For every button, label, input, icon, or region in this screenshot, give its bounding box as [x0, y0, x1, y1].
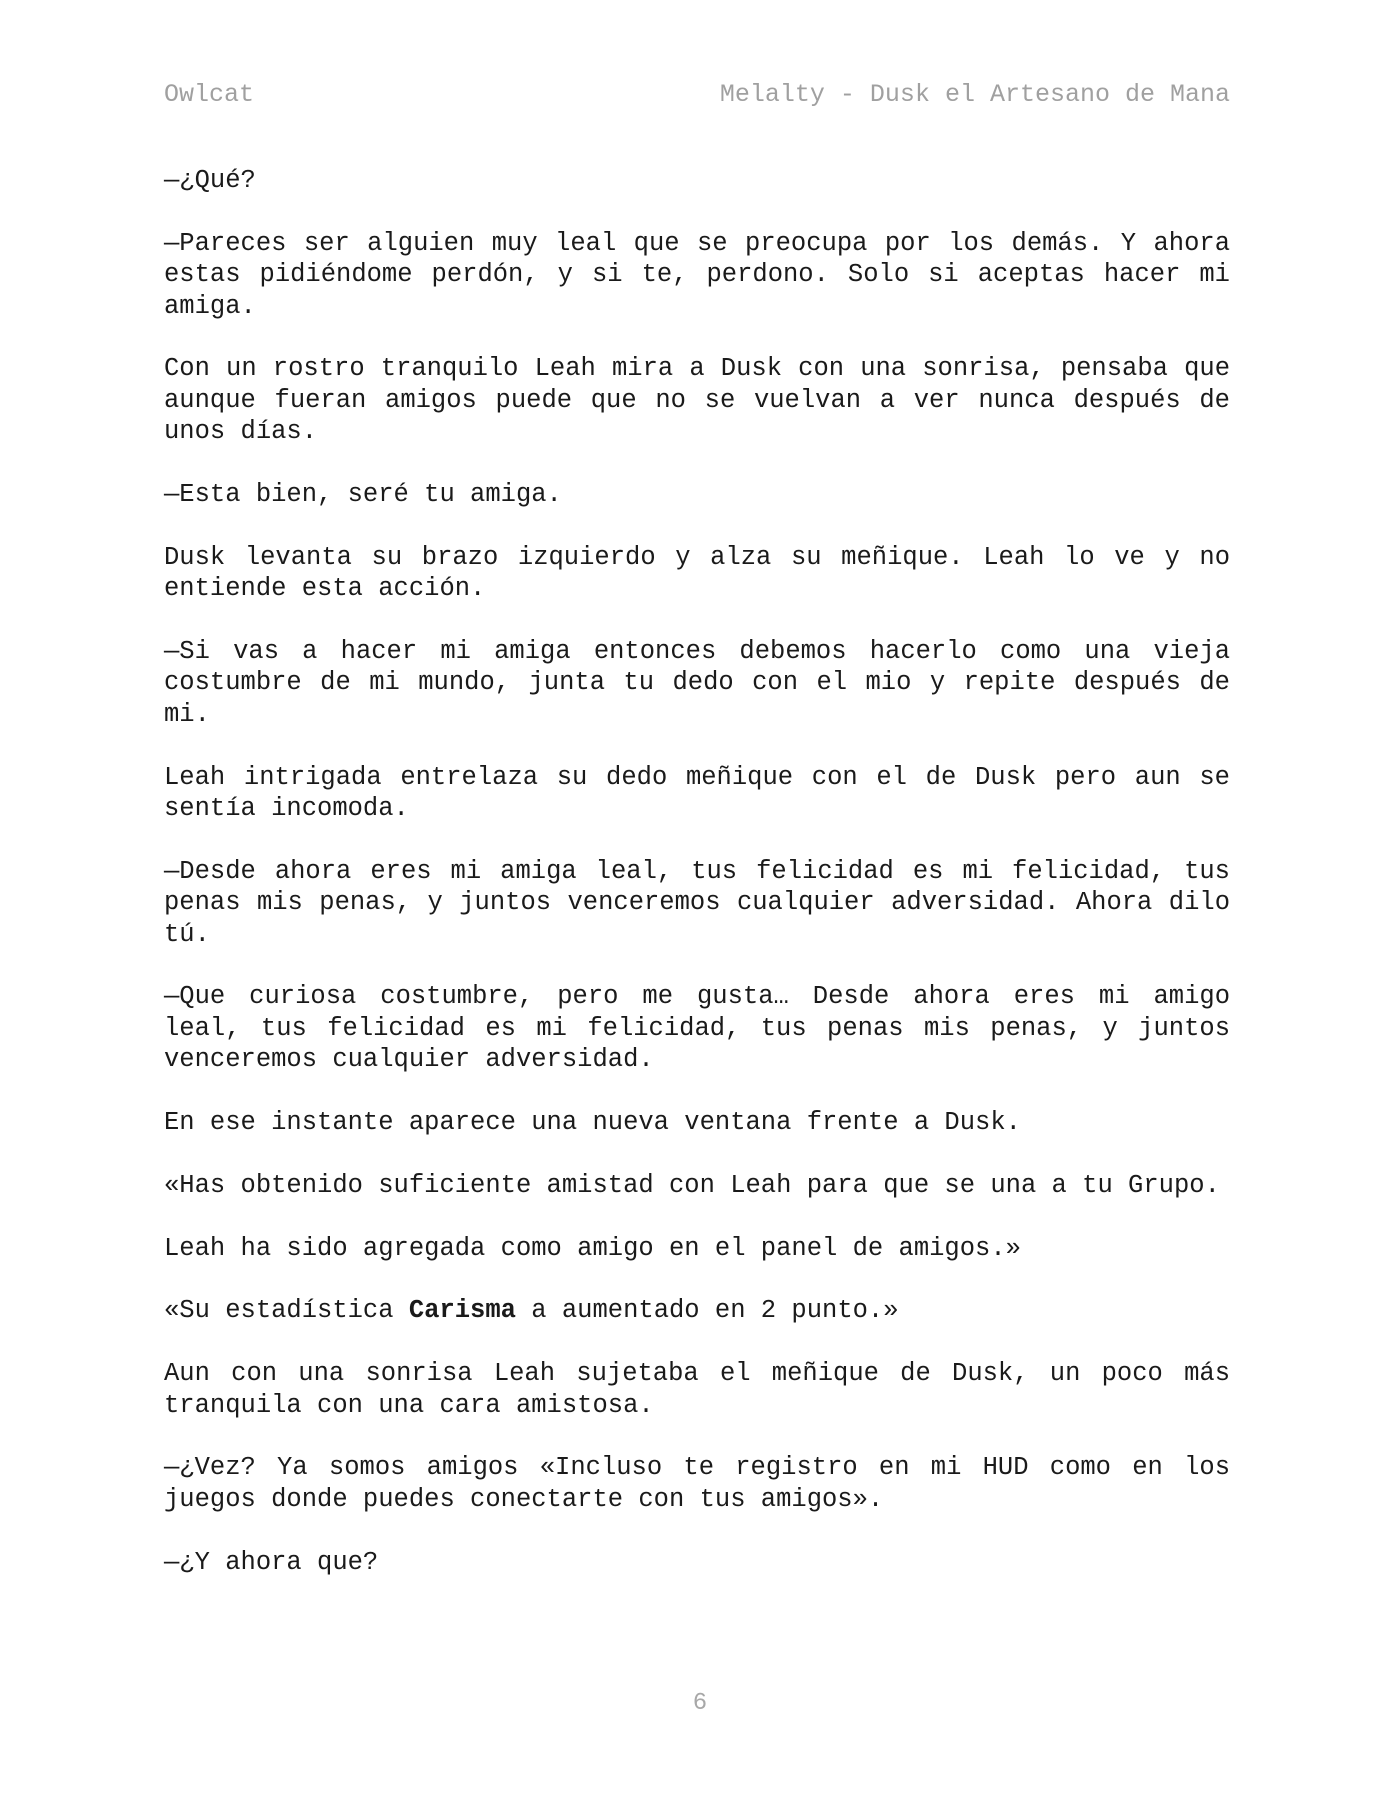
paragraph: «Has obtenido suficiente amistad con Leah para que se una a tu Grupo.: [164, 1170, 1220, 1200]
paragraph: Leah intrigada entrelaza su dedo meñique con el de Dusk pero aun se sentía incomoda.: [164, 762, 1230, 824]
header-title: Melalty - Dusk el Artesano de Mana: [719, 80, 1230, 109]
paragraph: —¿Vez? Ya somos amigos «Incluso te registro en mi HUD como en los juegos donde puedes conectarte con tus amigos».: [164, 1453, 1230, 1514]
paragraph: —Que curiosa costumbre, pero me gusta… Desde ahora eres mi amigo leal, tus felicidad es mi felicidad, tus penas mis penas, y juntos venceremos cualquier adversidad.: [164, 982, 1230, 1075]
paragraph: —¿Y ahora que?: [164, 1547, 379, 1577]
paragraph: En ese instante aparece una nueva ventana frente a Dusk.: [164, 1108, 1021, 1138]
document-body: [164, 165, 1230, 1609]
paragraph: Dusk levanta su brazo izquierdo y alza su meñique. Leah lo ve y no entiende esta acción.: [164, 542, 1230, 604]
paragraph: Con un rostro tranquilo Leah mira a Dusk con una sonrisa, pensaba que aunque fueran amigos puede que no se vuelvan a ver nunca después de unos días.: [164, 354, 1230, 447]
stat-paragraph: [164, 1295, 1230, 1326]
header-author: Owlcat: [164, 80, 255, 109]
paragraph: —¿Qué?: [164, 166, 256, 195]
paragraph: —Si vas a hacer mi amiga entonces debemos hacerlo como una vieja costumbre de mi mundo, junta tu dedo con el mio y repite después de mi.: [164, 637, 1230, 729]
paragraph: —Esta bien, seré tu amiga.: [164, 480, 562, 510]
stat-text-after: a aumentado en 2 punto.»: [515, 1296, 899, 1326]
stat-text-before: «Su estadística: [164, 1296, 409, 1326]
stat-name: Carisma: [408, 1296, 516, 1326]
paragraph: Leah ha sido agregada como amigo en el panel de amigos.»: [164, 1233, 1021, 1263]
page-header: [164, 80, 1230, 116]
page-number: 6: [692, 1690, 708, 1717]
paragraph: Aun con una sonrisa Leah sujetaba el meñique de Dusk, un poco más tranquila con una cara amistosa.: [164, 1359, 1230, 1420]
paragraph: —Pareces ser alguien muy leal que se preocupa por los demás. Y ahora estas pidiéndome perdón, y si te, perdono. Solo si aceptas hacer mi amiga.: [164, 228, 1230, 321]
paragraph: —Desde ahora eres mi amiga leal, tus felicidad es mi felicidad, tus penas mis penas, y juntos venceremos cualquier adversidad. Ahora dilo tú.: [164, 856, 1230, 949]
